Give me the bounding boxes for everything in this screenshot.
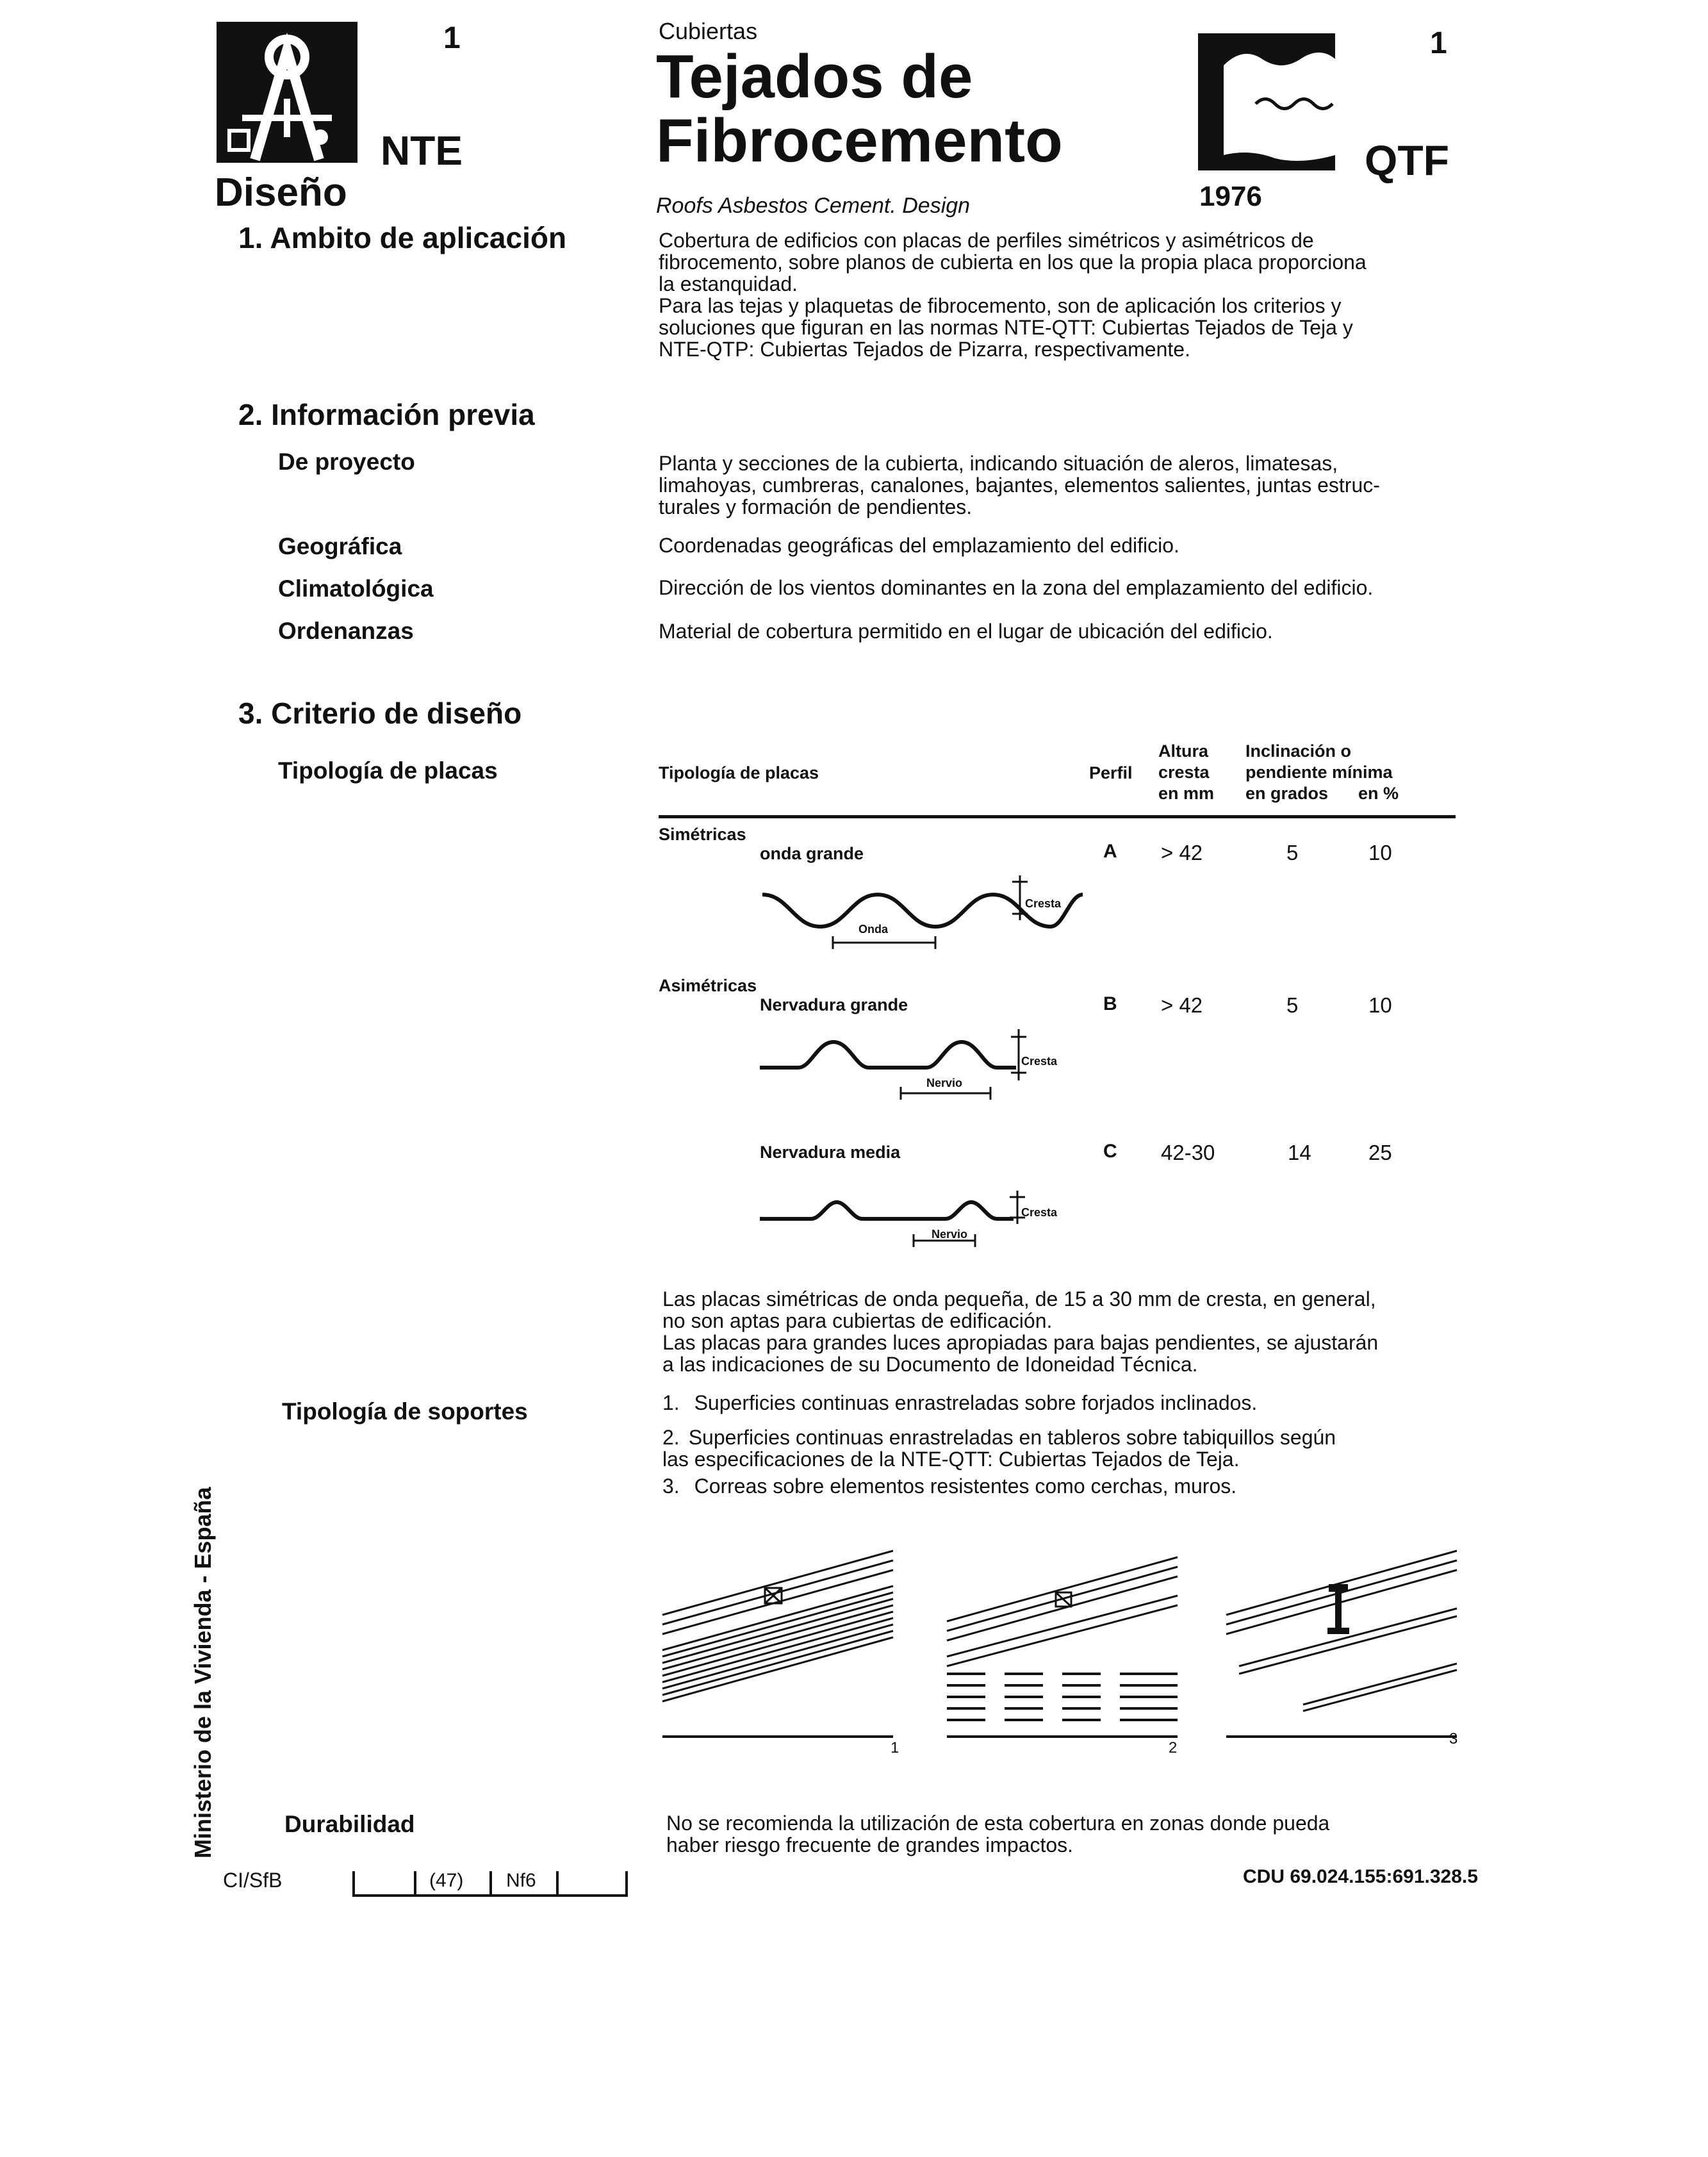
text-line: Cobertura de edificios con placas de perfiles simétricos y asimétricos de: [659, 229, 1314, 252]
text-line: Las placas simétricas de onda pequeña, de 15 a 30 mm de cresta, en general,: [662, 1287, 1376, 1310]
table-header-altura: Altura cresta en mm: [1158, 741, 1215, 803]
crest-label-a: Cresta: [1025, 897, 1062, 910]
figure-number-2: 2: [1169, 1739, 1178, 1756]
figure-number-3: 3: [1449, 1730, 1458, 1748]
table-header-grados: en grados: [1245, 784, 1329, 803]
cisfb-code-1: (47): [429, 1870, 464, 1891]
group-asimetricas: Asimétricas: [659, 976, 757, 995]
figure-number-1: 1: [891, 1739, 899, 1756]
crest-label-c: Cresta: [1021, 1206, 1058, 1219]
table-header-rule: [659, 815, 1456, 818]
tipologia-placas-label: Tipología de placas: [278, 757, 498, 784]
dim-label-nervio-b: Nervio: [926, 1077, 963, 1089]
text-line: limahoyas, cumbreras, canalones, bajantes, elementos salientes, juntas estruc-: [659, 474, 1380, 497]
cisfb-code-2: Nf6: [506, 1870, 536, 1891]
ambito-text: [659, 229, 1447, 360]
info-label-geografica: Geográfica: [278, 533, 402, 559]
row-altura-b: > 42: [1161, 993, 1203, 1017]
page-title-line2: Fibrocemento: [656, 106, 1063, 175]
info-label-ordenanzas: Ordenanzas: [278, 618, 414, 644]
page-title-line1: Tejados de: [656, 42, 973, 111]
text-line: NTE-QTP: Cubiertas Tejados de Pizarra, respectivamente.: [659, 338, 1190, 361]
dim-label-onda: Onda: [858, 923, 889, 936]
row-name-b: Nervadura grande: [760, 995, 908, 1014]
support-figure-1-icon: [662, 1538, 906, 1749]
info-text-geografica: Coordenadas geográficas del emplazamiento del edificio.: [659, 534, 1179, 557]
info-text-proyecto: [659, 452, 1453, 518]
row-grados-a: 5: [1286, 841, 1299, 864]
cisfb-box: [352, 1866, 628, 1897]
row-perfil-c: C: [1103, 1141, 1117, 1162]
nte-label: NTE: [381, 128, 463, 174]
support-figure-3-icon: [1226, 1538, 1470, 1749]
qtf-label: QTF: [1365, 136, 1449, 184]
text-line: fibrocemento, sobre planos de cubierta en los que la propia placa proporciona: [659, 251, 1367, 274]
row-altura-a: > 42: [1161, 841, 1203, 864]
section-criterio-title: 3. Criterio de diseño: [238, 697, 522, 730]
profile-c-nervadura-media-icon: [760, 1184, 1080, 1255]
category-label: Cubiertas: [659, 18, 758, 44]
cisfb-label: CI/SfB: [223, 1869, 283, 1892]
compass-logo-icon: [217, 22, 357, 163]
roof-wave-logo-icon: [1198, 33, 1335, 170]
nte-logo: [217, 22, 357, 163]
text-line: no son aptas para cubiertas de edificación.: [662, 1309, 1053, 1332]
text-line: soluciones que figuran en las normas NTE-QTT: Cubiertas Tejados de Teja y: [659, 316, 1353, 339]
text-line: a las indicaciones de su Documento de Idoneidad Técnica.: [662, 1353, 1198, 1376]
cdu-code: CDU 69.024.155:691.328.5: [1243, 1866, 1478, 1887]
ministerio-vertical: Ministerio de la Vivienda - España: [190, 1487, 216, 1858]
info-text-ordenanzas: Material de cobertura permitido en el lugar de ubicación del edificio.: [659, 620, 1273, 643]
info-label-climatologica: Climatológica: [278, 575, 434, 602]
qtf-logo: [1198, 33, 1335, 170]
right-page-number: 1: [1430, 26, 1447, 60]
english-title: Roofs Asbestos Cement. Design: [656, 194, 971, 218]
year: 1976: [1199, 181, 1262, 212]
dim-label-nervio-c: Nervio: [932, 1228, 968, 1241]
row-name-c: Nervadura media: [760, 1143, 901, 1162]
table-header-perfil: Perfil: [1089, 763, 1133, 782]
table-header-tipologia: Tipología de placas: [659, 763, 819, 782]
row-pct-c: 25: [1368, 1141, 1392, 1164]
profile-a-onda-grande-icon: [756, 875, 1089, 952]
text-line: la estanquidad.: [659, 272, 798, 295]
group-simetricas: Simétricas: [659, 825, 746, 844]
text-line: Las placas para grandes luces apropiadas para bajas pendientes, se ajustarán: [662, 1331, 1379, 1354]
row-name-a: onda grande: [760, 844, 864, 863]
crest-label-b: Cresta: [1021, 1055, 1058, 1068]
text-line: Planta y secciones de la cubierta, indicando situación de aleros, limatesas,: [659, 452, 1338, 475]
tipologia-soportes-label: Tipología de soportes: [282, 1398, 528, 1425]
left-page-number: 1: [443, 21, 461, 55]
placas-note: [662, 1288, 1457, 1375]
soporte-item-1: 1. Superficies continuas enrastreladas sobre forjados inclinados.: [662, 1391, 1258, 1414]
durabilidad-label: Durabilidad: [284, 1811, 415, 1837]
soporte-item-3: 3. Correas sobre elementos resistentes como cerchas, muros.: [662, 1475, 1237, 1498]
row-perfil-a: A: [1103, 841, 1117, 862]
info-text-climatologica: Dirección de los vientos dominantes en la zona del emplazamiento del edificio.: [659, 576, 1374, 599]
section-informacion-title: 2. Información previa: [238, 398, 535, 431]
row-perfil-b: B: [1103, 993, 1117, 1014]
text-line: No se recomienda la utilización de esta cobertura en zonas donde pueda: [666, 1812, 1330, 1835]
table-header-porcentaje: en %: [1358, 784, 1399, 803]
section-ambito-title: 1. Ambito de aplicación: [238, 221, 567, 254]
text-line: turales y formación de pendientes.: [659, 495, 973, 518]
text-line: haber riesgo frecuente de grandes impactos.: [666, 1833, 1074, 1856]
info-label-proyecto: De proyecto: [278, 449, 415, 475]
row-grados-b: 5: [1286, 993, 1299, 1017]
row-altura-c: 42-30: [1161, 1141, 1215, 1164]
soporte-item-2: 2. Superficies continuas enrastreladas en tableros sobre tabiquillos según las especificaciones de la NTE-QTT: Cubiertas Tejados de Teja.: [662, 1426, 1336, 1471]
table-header-inclinacion: Inclinación o pendiente mínima: [1245, 741, 1393, 782]
row-pct-a: 10: [1368, 841, 1392, 864]
diseno-label: Diseño: [215, 170, 347, 215]
text-line: Para las tejas y plaquetas de fibrocemento, son de aplicación los criterios y: [659, 294, 1342, 317]
row-grados-c: 14: [1288, 1141, 1311, 1164]
support-figure-2-icon: [947, 1538, 1190, 1749]
row-pct-b: 10: [1368, 993, 1392, 1017]
durabilidad-text: [666, 1812, 1461, 1856]
